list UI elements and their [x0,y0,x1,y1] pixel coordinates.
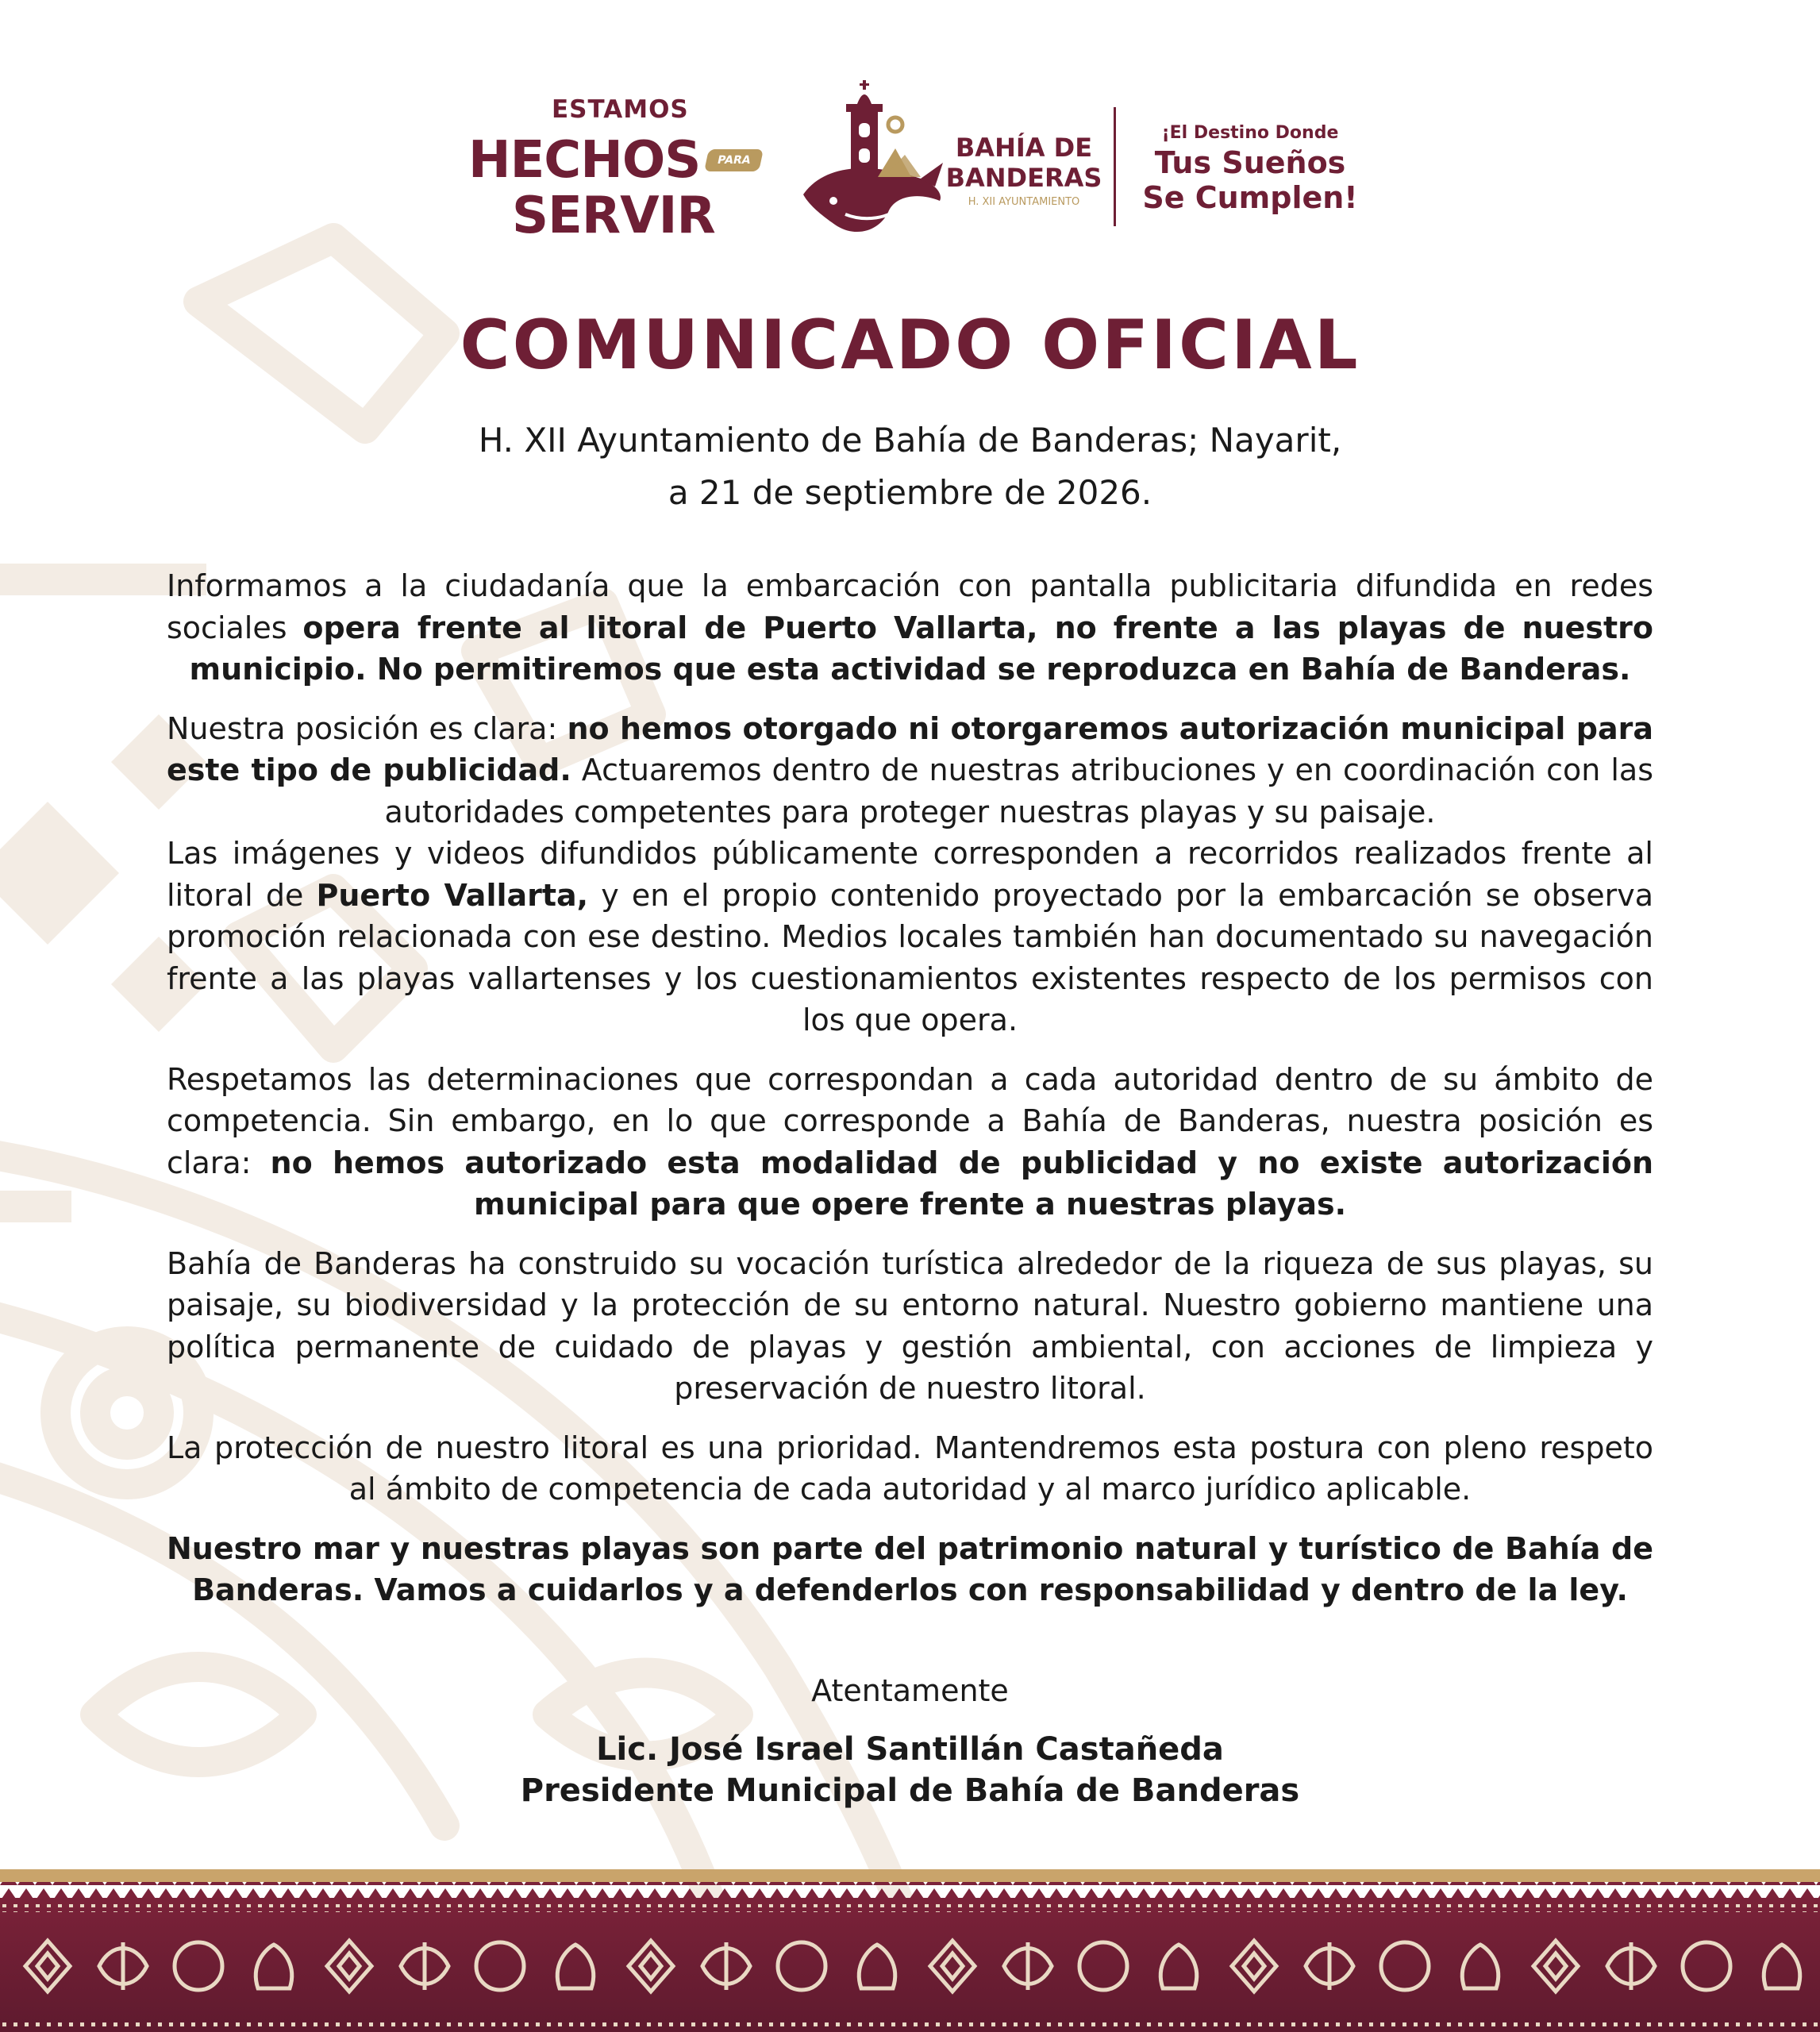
wordmark-line-3: H. XII AYUNTAMIENTO [968,196,1080,208]
communique-body [167,565,1653,1629]
wordmark-line-1: BAHÍA DE [955,133,1093,163]
paragraph-2-bold: no hemos otorgado ni otorgaremos autorización municipal para este tipo de publicidad. [167,710,1653,787]
slogan-line-3: Se Cumplen! [1142,180,1358,215]
place-line: H. XII Ayuntamiento de Bahía de Banderas; Nayarit, [478,421,1342,460]
paragraph-6: La protección de nuestro litoral es una prioridad. Mantendremos esta postura con pleno respeto al ámbito de competencia de cada autoridad y al marco jurídico aplicable. [167,1430,1653,1507]
signature-block [0,1729,1820,1811]
paragraph-2-text-a: Nuestra posición es clara: [167,710,568,746]
paragraph-2-text-b: Actuaremos dentro de nuestras atribuciones y en coordinación con las autoridades competentes para proteger nuestras playas y su paisaje. [384,752,1654,829]
slogan-line-1: ¡El Destino Donde [1161,123,1339,143]
paragraph-3-text-b: y en el propio contenido proyectado por la embarcación se observa promoción relacionada con ese destino. Medios locales también han documentado su navegación frente a las playas vallartenses y los cuestionamientos existentes respecto de los permisos con los que opera. [167,877,1654,1037]
bahia-de-banderas-wordmark [941,133,1107,208]
paragraph-3-text-a: Las imágenes y videos difundidos públicamente corresponden a recorridos realizados frente al litoral de [167,836,1653,913]
paragraph-2 [167,708,1653,833]
date-line: a 21 de septiembre de 2026. [668,473,1152,512]
paragraph-4-bold: no hemos autorizado esta modalidad de publicidad y no existe autorización municipal para que opere frente a nuestras playas. [270,1145,1653,1222]
signatory-name: Lic. José Israel Santillán Castañeda [596,1731,1224,1768]
signatory-position: Presidente Municipal de Bahía de Banderas [520,1772,1300,1809]
logo-text-hechos: HECHOS [468,131,701,190]
paragraph-5: Bahía de Banderas ha construido su vocación turística alrededor de la riqueza de sus playas, su paisaje, su biodiversidad y la protección de su entorno natural. Nuestro gobierno mantiene una política permanente de cuidado de playas y gestión ambiental, con acciones de limpieza y preservación de nuestro litoral. [167,1245,1653,1406]
paragraph-1 [167,565,1653,691]
paragraph-1-bold: opera frente al litoral de Puerto Vallarta, no frente a las playas de nuestro municipio. No permitiremos que esta actividad se reproduzca en Bahía de Banderas. [189,610,1653,687]
closing-salutation: Atentamente [811,1673,1009,1708]
paragraph-4 [167,1059,1653,1226]
place-and-date [0,414,1820,519]
slogan-line-2: Tus Sueños [1154,145,1346,180]
paragraph-3-bold: Puerto Vallarta, [316,877,589,913]
logo-text-servir: SERVIR [512,187,715,245]
paragraph-3 [167,833,1653,1041]
logo-text-estamos: ESTAMOS [552,95,689,124]
bahia-whale-tower-emblem-icon [802,75,945,246]
logo-text-para: PARA [704,149,764,171]
page-title: COMUNICADO OFICIAL [460,306,1360,385]
paragraph-4-text: Respetamos las determinaciones que correspondan a cada autoridad dentro de su ámbito de competencia. Sin embargo, en lo que corresponde a Bahía de Banderas, nuestra posición es clara: [167,1061,1653,1180]
header-logos [0,75,1820,250]
paragraph-1-text: Informamos a la ciudadanía que la embarcación con pantalla publicitaria difundida en redes sociales [167,568,1653,645]
paragraph-7-bold: Nuestro mar y nuestras playas son parte del patrimonio natural y turístico de Bahía de Banderas. Vamos a cuidarlos y a defenderlos con responsabilidad y dentro de la ley. [167,1530,1653,1607]
destino-slogan [1131,121,1369,215]
header-divider [1114,107,1116,226]
footer-decorative-band [0,1869,1820,2032]
paragraph-7 [167,1528,1653,1611]
wordmark-line-2: BANDERAS [945,163,1102,193]
